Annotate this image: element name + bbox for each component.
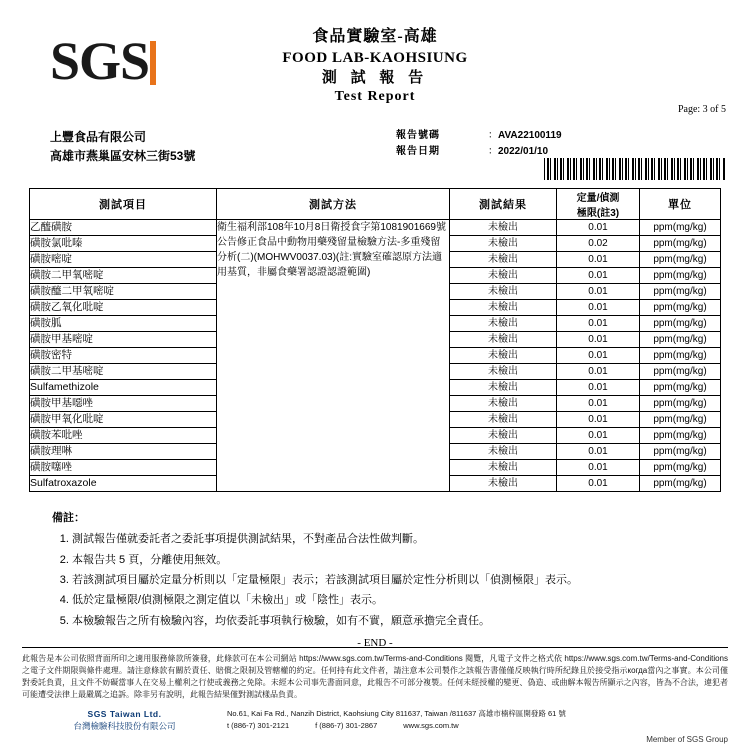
header-method: 測試方法: [217, 189, 450, 220]
cell-unit: ppm(mg/kg): [640, 332, 721, 348]
cell-item: 磺胺噻唑: [30, 460, 217, 476]
cell-result: 未檢出: [450, 236, 557, 252]
cell-result: 未檢出: [450, 444, 557, 460]
cell-unit: ppm(mg/kg): [640, 396, 721, 412]
cell-unit: ppm(mg/kg): [640, 412, 721, 428]
cell-limit: 0.01: [557, 332, 640, 348]
notes-block: [52, 508, 728, 631]
cell-limit: 0.01: [557, 412, 640, 428]
cell-result: 未檢出: [450, 364, 557, 380]
cell-result: 未檢出: [450, 284, 557, 300]
client-info: [50, 128, 195, 165]
client-name: 上豐食品有限公司: [50, 130, 147, 144]
cell-limit: 0.01: [557, 476, 640, 492]
footer-website[interactable]: www.sgs.com.tw: [403, 720, 459, 730]
cell-item: 磺胺二甲基嘧啶: [30, 364, 217, 380]
cell-result: 未檢出: [450, 428, 557, 444]
report-title-cn: 測 試 報 告: [321, 69, 429, 86]
header-limit: [557, 189, 640, 220]
cell-method: 衛生福利部108年10月8日衛授食字第1081901669號公告修正食品中動物用藥殘留量檢驗方法-多重殘留分析(二)(MOHWV0037.03)(註:實驗室確認原方法適用基質，非屬食藥署認證認證範圍): [217, 220, 450, 492]
footer-fax: f (886-7) 301-2867: [315, 720, 378, 730]
cell-unit: ppm(mg/kg): [640, 268, 721, 284]
meta-colon: ：: [488, 146, 498, 157]
cell-limit: 0.01: [557, 444, 640, 460]
header-limit-line2: 極限(註3): [576, 208, 620, 219]
cell-limit: 0.01: [557, 300, 640, 316]
cell-result: 未檢出: [450, 220, 557, 236]
company-name-cn: 台灣檢驗科技股份有限公司: [73, 721, 176, 732]
cell-limit: 0.01: [557, 284, 640, 300]
cell-limit: 0.01: [557, 428, 640, 444]
cell-result: 未檢出: [450, 380, 557, 396]
cell-unit: ppm(mg/kg): [640, 380, 721, 396]
note-item: 2. 本報告共 5 頁，分離使用無效。: [72, 550, 728, 570]
cell-unit: ppm(mg/kg): [640, 300, 721, 316]
end-mark: - END -: [357, 637, 393, 650]
client-address: 高雄市燕巢區安林三街53號: [50, 148, 196, 163]
cell-result: 未檢出: [450, 316, 557, 332]
cell-unit: ppm(mg/kg): [640, 348, 721, 364]
report-number-label: 報告號碼: [396, 130, 440, 141]
cell-item: Sulfatroxazole: [30, 476, 217, 492]
footer-tel-line: [227, 720, 728, 732]
report-header: [22, 18, 728, 115]
cell-limit: 0.01: [557, 364, 640, 380]
cell-result: 未檢出: [450, 332, 557, 348]
cell-result: 未檢出: [450, 412, 557, 428]
report-footer: [0, 647, 750, 750]
footer-member: Member of SGS Group: [646, 735, 728, 744]
header-item: 測試項目: [30, 189, 217, 220]
lab-title-block: [22, 26, 728, 107]
note-item: 3. 若該測試項目屬於定量分析則以「定量極限」表示；若該測試項目屬於定性分析則以「偵測極限」表示。: [72, 570, 728, 590]
cell-item: 磺胺甲基嘧啶: [30, 332, 217, 348]
cell-item: 磺胺乙氧化吡啶: [30, 300, 217, 316]
header-result: 測試結果: [450, 189, 557, 220]
cell-unit: ppm(mg/kg): [640, 252, 721, 268]
footer-bottom: [22, 708, 728, 734]
results-table: [29, 188, 721, 492]
cell-item: 磺胺氯吡嗪: [30, 236, 217, 252]
sgs-logo-text: SGS: [50, 31, 150, 91]
report-number-value: AVA22100119: [498, 130, 562, 141]
cell-result: 未檢出: [450, 476, 557, 492]
report-date-value: 2022/01/10: [498, 146, 549, 157]
table-row: [30, 220, 721, 236]
cell-item: 磺胺胍: [30, 316, 217, 332]
cell-result: 未檢出: [450, 460, 557, 476]
note-item: 5. 本檢驗報告之所有檢驗內容，均依委託事項執行檢驗，如有不實，願意承擔完全責任。: [72, 611, 728, 631]
cell-result: 未檢出: [450, 252, 557, 268]
cell-result: 未檢出: [450, 348, 557, 364]
cell-limit: 0.01: [557, 380, 640, 396]
cell-unit: ppm(mg/kg): [640, 476, 721, 492]
footer-company: [22, 708, 227, 734]
meta-row-report-number: [396, 128, 726, 144]
cell-limit: 0.01: [557, 220, 640, 236]
page-indicator: Page: 3 of 5: [677, 104, 726, 115]
results-table-body: [30, 220, 721, 492]
cell-result: 未檢出: [450, 396, 557, 412]
cell-unit: ppm(mg/kg): [640, 428, 721, 444]
cell-item: 磺胺甲氧化吡啶: [30, 412, 217, 428]
cell-item: 磺胺苯吡唑: [30, 428, 217, 444]
footer-tel: t (886-7) 301-2121: [227, 720, 290, 730]
barcode: [544, 158, 726, 180]
company-name-en: SGS Taiwan Ltd.: [87, 708, 162, 719]
meta-colon: ：: [488, 130, 498, 141]
cell-unit: ppm(mg/kg): [640, 460, 721, 476]
header-unit: 單位: [640, 189, 721, 220]
cell-result: 未檢出: [450, 300, 557, 316]
notes-title: 備註：: [52, 512, 85, 524]
cell-unit: ppm(mg/kg): [640, 284, 721, 300]
footer-legal-text: 此報告是本公司依照背面所印之適用服務條款所簽發，此條款可在本公司網站 https://www.sgs.com.tw/Terms-and-Conditions 閱覽，凡電子文件之格式依 https://www.sgs.com.tw/Terms-and-Conditions 之電子文件期限與條件處理。請注意條款有關於責任、賠償之限制及管轄權的約定。任何持有此文件者，請注意本公司製作之該報告書僅僅反映執行時所紀錄且於接受指示когда當內之事實。本公司僅對委託負責，且文件不妨礙當事人在交易上權利之行使或義務之免除。未經本公司事先書面同意，此報告不可部分複製。任何未經授權的變更、偽造、或曲解本報告所顯示之內容，皆為不合法，違犯者可能遭受法律上最嚴厲之追訴。除非另有說明，此報告結果僅對測試樣品負責。: [22, 653, 728, 700]
table-header-row: [30, 189, 721, 220]
cell-item: 磺胺理啉: [30, 444, 217, 460]
cell-limit: 0.01: [557, 268, 640, 284]
lab-title-en: FOOD LAB-KAOHSIUNG: [282, 49, 468, 66]
header-limit-line1: 定量/偵測: [576, 193, 620, 204]
cell-limit: 0.02: [557, 236, 640, 252]
cell-unit: ppm(mg/kg): [640, 444, 721, 460]
lab-title-cn: 食品實驗室-高雄: [312, 28, 438, 45]
cell-item: 磺胺甲基噁唑: [30, 396, 217, 412]
cell-item: 磺胺醯二甲氧嘧啶: [30, 284, 217, 300]
cell-result: 未檢出: [450, 268, 557, 284]
note-item: 4. 低於定量極限/偵測極限之測定值以「未檢出」或「陰性」表示。: [72, 590, 728, 610]
note-item: 1. 測試報告僅就委託者之委託事項提供測試結果，不對產品合法性做判斷。: [72, 529, 728, 549]
notes-list: [52, 529, 728, 631]
footer-divider: [22, 647, 728, 648]
footer-address: No.61, Kai Fa Rd., Nanzih District, Kaohsiung City 811637, Taiwan /811637 高雄市楠梓區開發路 61 號: [227, 708, 566, 718]
report-meta: [396, 128, 726, 160]
cell-limit: 0.01: [557, 460, 640, 476]
results-table-head: [30, 189, 721, 220]
cell-limit: 0.01: [557, 396, 640, 412]
cell-item: 乙醯磺胺: [30, 220, 217, 236]
info-block: [22, 128, 728, 174]
cell-limit: 0.01: [557, 316, 640, 332]
report-date-label: 報告日期: [396, 146, 440, 157]
cell-item: Sulfamethizole: [30, 380, 217, 396]
cell-unit: ppm(mg/kg): [640, 220, 721, 236]
cell-item: 磺胺密特: [30, 348, 217, 364]
cell-limit: 0.01: [557, 252, 640, 268]
cell-item: 磺胺嘧啶: [30, 252, 217, 268]
cell-unit: ppm(mg/kg): [640, 316, 721, 332]
footer-contact: [227, 708, 728, 732]
report-title-en: Test Report: [334, 89, 416, 105]
cell-item: 磺胺二甲氧嘧啶: [30, 268, 217, 284]
cell-unit: ppm(mg/kg): [640, 364, 721, 380]
cell-unit: ppm(mg/kg): [640, 236, 721, 252]
cell-limit: 0.01: [557, 348, 640, 364]
